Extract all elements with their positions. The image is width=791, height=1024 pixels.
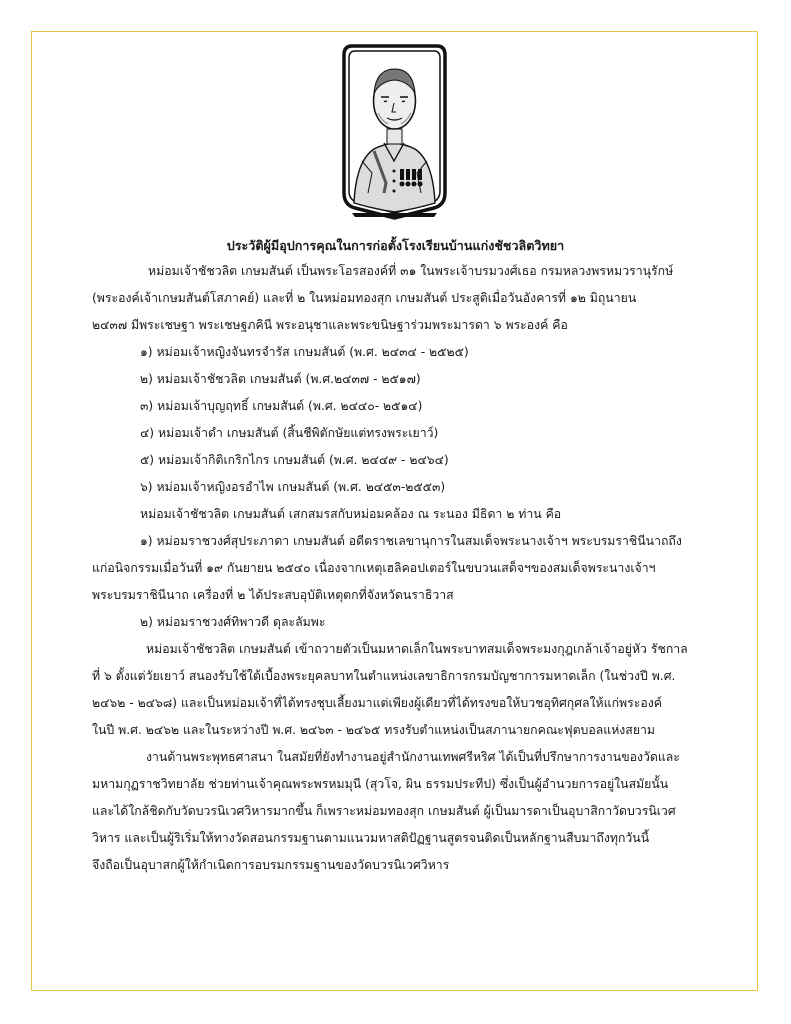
list-item: ๖) หม่อมเจ้าหญิงอรอำไพ เกษมสันต์ (พ.ศ. ๒๔๕๓-๒๕๕๓)	[140, 480, 446, 494]
paragraph-line: ที่ ๖ ตั้งแต่วัยเยาว์ สนองรับใช้ใต้เบื้องพระยุคลบาทในตำแหน่งเลขาธิการกรมบัญชาการมหาดเล็ก (ในช่วงปี พ.ศ.	[92, 669, 676, 683]
paragraph-line: หม่อมเจ้าชัชวลิต เกษมสันต์ เข้าถวายตัวเป็นมหาดเล็กในพระบาทสมเด็จพระมงกุฎเกล้าเจ้าอยู่หัว รัชกาล	[146, 642, 688, 656]
list-item: ๔) หม่อมเจ้าดำ เกษมสันต์ (สิ้นชีพิตักษัยแต่ทรงพระเยาว์)	[140, 426, 439, 440]
document-title: ประวัติผู้มีอุปการคุณในการก่อตั้งโรงเรียนบ้านแก่งชัชวลิตวิทยา	[226, 238, 565, 253]
paragraph-line: แก่อนิจกรรมเมื่อวันที่ ๑๙ กันยายน ๒๕๔๐ เนื่องจากเหตุเฮลิคอปเตอร์ในขบวนเสด็จฯของสมเด็จพระนางเจ้าฯ	[92, 561, 656, 575]
paragraph-line: วิหาร และเป็นผู้ริเริ่มให้ทางวัดสอนกรรมฐานตามแนวมหาสติปัฏฐานสูตรจนติดเป็นหลักฐานสืบมาถึงทุกวันนี้	[92, 831, 650, 845]
paragraph-line: และได้ใกล้ชิดกับวัดบวรนิเวศวิหารมากขึ้น ก็เพราะหม่อมทองสุก เกษมสันต์ ผู้เป็นมารดาเป็นอุบาสิกาวัดบวรนิเวศ	[92, 804, 676, 818]
paragraph-line: หม่อมเจ้าชัชวลิต เกษมสันต์ เป็นพระโอรสองค์ที่ ๓๑ ในพระเจ้าบรมวงศ์เธอ กรมหลวงพรหมวรานุรักษ์	[148, 264, 674, 278]
list-item: ๓) หม่อมเจ้าบุญฤทธิ์ เกษมสันต์ (พ.ศ. ๒๔๔๐- ๒๕๑๔)	[140, 399, 423, 413]
paragraph-line: ในปี พ.ศ. ๒๔๖๒ และในระหว่างปี พ.ศ. ๒๔๖๓ - ๒๔๖๕ ทรงรับตำแหน่งเป็นสภานายกคณะฟุตบอลแห่งสยาม	[92, 723, 656, 737]
paragraph-line: จึงถือเป็นอุบาสกผู้ให้กำเนิดการอบรมกรรมฐานของวัดบวรนิเวศวิหาร	[92, 858, 450, 872]
portrait-illustration	[338, 43, 451, 220]
list-item: ๑) หม่อมราชวงศ์สุประภาดา เกษมสันต์ อดีตราชเลขานุการในสมเด็จพระนางเจ้าฯ พระบรมราชินีนาถถึง	[140, 534, 682, 548]
paragraph-line: มหามกุฏราชวิทยาลัย ช่วยท่านเจ้าคุณพระพรหมมุนี (สุวโจ, ผิน ธรรมประทีป) ซึ่งเป็นผู้อำนวยการอยู่ในสมัยนั้น	[92, 777, 669, 791]
paragraph-line: พระบรมราชินีนาถ เครื่องที่ ๒ ได้ประสบอุบัติเหตุตกที่จังหวัดนราธิวาส	[92, 588, 454, 602]
paragraph-line: (พระองค์เจ้าเกษมสันต์โสภาคย์) และที่ ๒ ในหม่อมทองสุก เกษมสันต์ ประสูติเมื่อวันอังคารที่ ๑๒ มิถุนายน	[92, 291, 637, 305]
list-item: ๕) หม่อมเจ้ากิติเกริกไกร เกษมสันต์ (พ.ศ. ๒๔๔๙ - ๒๔๖๔)	[140, 453, 449, 467]
list-item: ๒) หม่อมเจ้าชัชวลิต เกษมสันต์ (พ.ศ.๒๔๓๗ - ๒๕๑๗)	[140, 372, 421, 386]
list-item: ๑) หม่อมเจ้าหญิงจันทรจำรัส เกษมสันต์ (พ.ศ. ๒๔๓๔ - ๒๕๒๕)	[140, 345, 469, 359]
list-item: ๒) หม่อมราชวงศ์ทิพาวดี ดุละลัมพะ	[140, 615, 326, 629]
paragraph-line: ๒๔๖๒ - ๒๔๖๘) และเป็นหม่อมเจ้าที่ได้ทรงชุบเลี้ยงมาแต่เพียงผู้เดียวที่ได้ทรงขอให้บวชอุทิศกุศลให้แก่พระองค์	[92, 696, 662, 710]
paragraph-line: ๒๔๓๗ มีพระเชษฐา พระเชษฐภคินี พระอนุชาและพระขนิษฐาร่วมพระมารดา ๖ พระองค์ คือ	[92, 318, 568, 332]
paragraph-line: งานด้านพระพุทธศาสนา ในสมัยที่ยังทำงานอยู่สำนักงานเทพศรีหริศ ได้เป็นที่ปรึกษาการงานของวัดและ	[146, 750, 680, 764]
paragraph-line: หม่อมเจ้าชัชวลิต เกษมสันต์ เสกสมรสกับหม่อมคล้อง ณ ระนอง มีธิดา ๒ ท่าน คือ	[140, 507, 562, 521]
